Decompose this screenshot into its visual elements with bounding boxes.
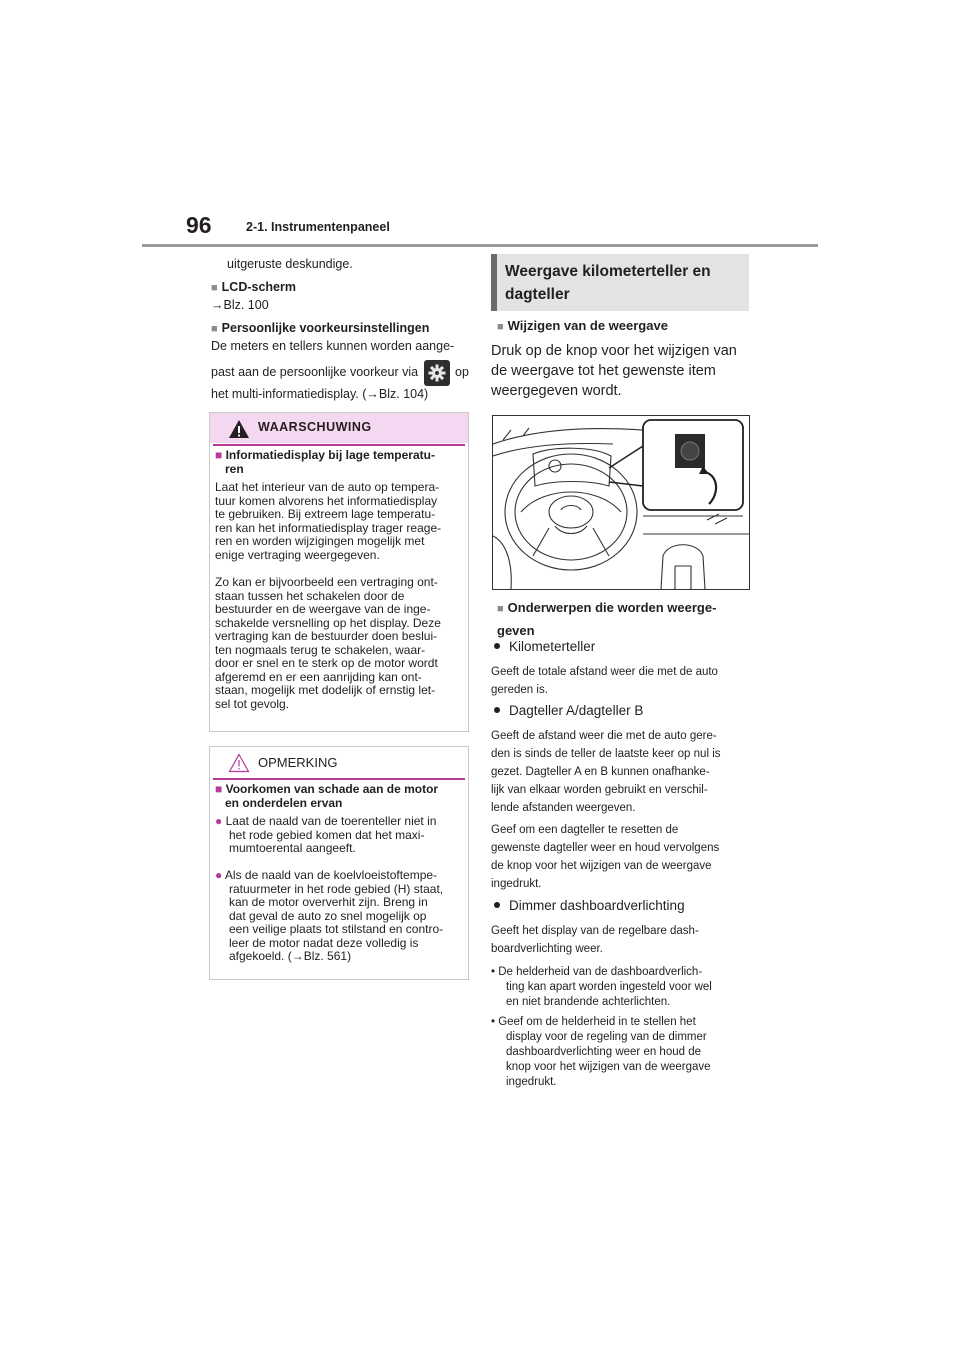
- dimmer-body: Geeft het display van de regelbare dash- boardverlichting weer.: [491, 925, 699, 955]
- personal-settings-label: Persoonlijke voorkeursinstellingen: [221, 321, 430, 335]
- lcd-reference: →Blz. 100: [211, 298, 269, 312]
- pers-line-2b: op: [455, 365, 469, 379]
- continued-text: uitgeruste deskundige.: [227, 257, 353, 271]
- note-rule: [213, 778, 465, 780]
- square-bullet-icon: ■: [497, 603, 504, 615]
- header-rule: [142, 244, 818, 247]
- trip-meter-body-1: Geeft de afstand weer die met de auto gere- den is sinds de teller de laatste keer op nul is gezet. Dagteller A en B kunnen onafhanke- lijk van elkaar worden gebruikt en verschil- lende afstanden weergeven.: [491, 730, 721, 814]
- trip-meter-title: Dagteller A/dagteller B: [509, 703, 644, 718]
- square-bullet-icon: ■: [497, 321, 504, 333]
- note-item-2-text: Als de naald van de koelvloeistoftempe- ratuurmeter in het rode gebied (H) staat, kan de motor oververhit zijn. Breng in dat geval de auto zo snel mogelijk op een veilige plaats tot stilstand en contro- leer de motor nadat deze volledig is afgekoeld. (→Blz. 561): [224, 868, 444, 963]
- round-bullet-icon: [494, 643, 500, 649]
- odometer-body: Geeft de totale afstand weer die met de auto gereden is.: [491, 666, 718, 696]
- warning-rule: [213, 444, 465, 446]
- trip-meter-body-2: Geef om een dagteller te resetten de gewenste dagteller weer en houd vervolgens de knop voor het wijzigen van de weergave ingedrukt.: [491, 824, 720, 890]
- square-bullet-icon: ■: [211, 323, 218, 335]
- lcd-heading: [211, 279, 296, 296]
- round-bullet-icon: [494, 707, 500, 713]
- section-heading: Weergave kilometerteller en dagteller: [505, 263, 711, 303]
- pers-line-2a: past aan de persoonlijke voorkeur via: [211, 365, 419, 379]
- section-title: 2-1. Instrumentenpaneel: [246, 220, 390, 234]
- note-item-2: [215, 869, 477, 964]
- section-heading-box: [491, 254, 749, 311]
- square-bullet-icon: ■: [211, 282, 218, 294]
- note-item-1-text: Laat de naald van de toerenteller niet in het rode gebied komen dat het maxi- mumtoerental aangeeft.: [225, 814, 437, 855]
- page-number: 96: [186, 212, 212, 238]
- dashboard-drawing: [493, 416, 749, 589]
- section-heading-bar: [491, 254, 497, 311]
- personal-settings-heading: [211, 320, 429, 337]
- circle-bullet-icon: ●: [215, 814, 223, 828]
- square-bullet-icon: ■: [215, 448, 223, 462]
- note-item-1: [215, 815, 477, 856]
- dimmer-sub-list: [491, 965, 753, 1095]
- dimmer-sub-item-1: • De helderheid van de dashboardverlich- ting kan apart worden ingesteld voor wel en niet brandende achterlichten.: [491, 966, 712, 1008]
- dimmer-sub-item-2: • Geef om de helderheid in te stellen het display voor de regeling van de dimmer dashboardverlichting weer en houd de knop voor het wijzigen van de weergave ingedrukt.: [491, 1016, 711, 1088]
- lcd-heading-label: LCD-scherm: [221, 280, 296, 294]
- dimmer-heading: [491, 898, 685, 913]
- pers-line-2: [211, 359, 473, 386]
- warning-label: WAARSCHUWING: [258, 420, 372, 434]
- warning-triangle-icon: [228, 419, 250, 439]
- personal-settings-body: [211, 338, 473, 402]
- warning-heading: [215, 449, 473, 476]
- note-heading: [215, 783, 473, 810]
- warning-paragraph-1: Laat het interieur van de auto op tempera- tuur komen alvorens het informatiedisplay te gebruiken. Bij extreem lage temperatu- ren kan het informatiedisplay trager reage- ren en worden wijzigingen mogelijk met enige vertraging weergegeven.: [215, 480, 442, 562]
- square-bullet-icon: ■: [215, 782, 223, 796]
- displayed-items-label: Onderwerpen die worden weerge- geven: [497, 600, 717, 638]
- change-display-label: Wijzigen van de weergave: [507, 318, 668, 333]
- caution-triangle-icon: [228, 753, 250, 773]
- dimmer-title: Dimmer dashboardverlichting: [509, 898, 685, 913]
- note-heading-text: Voorkomen van schade aan de motor en onderdelen ervan: [225, 782, 439, 810]
- steering-wheel-illustration: [492, 415, 750, 590]
- warning-paragraph-2: Zo kan er bijvoorbeeld een vertraging ont- staan tussen het schakelen door de bestuurder en de weergave van de inge- schakelde versnelling op het display. Deze vertraging kan de bestuurder doen beslui- ten nogmaals terug te schakelen, waar- door er snel en te sterk op de motor wordt afgeremd en er een aanrijding kan ont- staan, mogelijk met dodelijk of ernstig let- sel tot gevolg.: [215, 575, 441, 711]
- gear-icon: [424, 360, 450, 386]
- note-label: OPMERKING: [258, 755, 338, 770]
- odometer-heading: [491, 639, 595, 654]
- displayed-items-heading: [497, 597, 757, 642]
- odometer-title: Kilometerteller: [509, 639, 596, 654]
- warning-heading-text: Informatiedisplay bij lage temperatu- ren: [225, 448, 435, 476]
- change-display-body: Druk op de knop voor het wijzigen van de weergave tot het gewenste item weergegeven wordt.: [491, 343, 737, 399]
- note-box: [209, 746, 469, 980]
- round-bullet-icon: [494, 902, 500, 908]
- change-display-heading: [497, 318, 668, 333]
- pers-line-3: het multi-informatiedisplay. (→Blz. 104): [211, 386, 429, 401]
- trip-meter-heading: [491, 703, 643, 718]
- warning-box: [209, 412, 469, 732]
- circle-bullet-icon: ●: [215, 868, 223, 882]
- pers-line-1: De meters en tellers kunnen worden aange-: [211, 339, 455, 353]
